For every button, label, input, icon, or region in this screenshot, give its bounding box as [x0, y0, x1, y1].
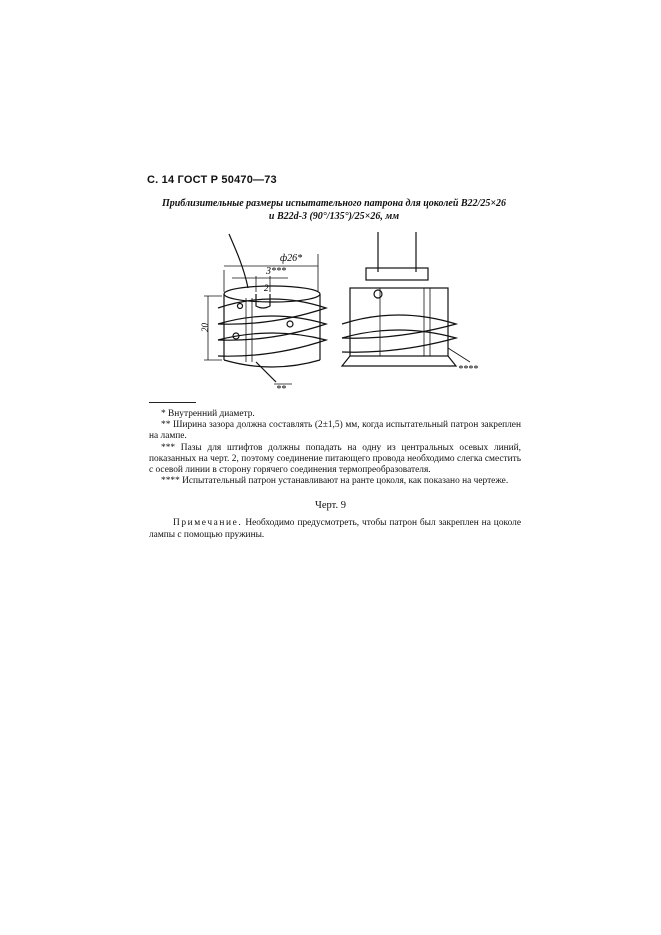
footnote-3: *** Пазы для штифтов должны попадать на одну из центральных осевых линий, показанных на черт. 2, поэтому соединение питающего провода необходимо слегка сместить с осевой линии в сторону горячего соединения термопреобразователя.: [149, 442, 521, 476]
footnote-rule: [149, 402, 196, 403]
figure-caption: [140, 197, 528, 223]
caption-line-1: Приблизительные размеры испытательного патрона для цоколей В22/25×26: [161, 198, 507, 209]
mark-base-label: ****: [458, 364, 478, 375]
note-text: Необходимо предусмотреть, чтобы патрон был закреплен на цоколе лампы с помощью пружины.: [149, 518, 521, 540]
footnote-2: ** Ширина зазора должна составлять (2±1,5) мм, когда испытательный патрон закреплен на лампе.: [149, 420, 521, 442]
footnote-1: * Внутренний диаметр.: [161, 409, 255, 419]
dim-gap-label: 2: [264, 283, 269, 293]
note-label: Примечание.: [173, 518, 243, 528]
holder-drawing-left: [196, 232, 331, 397]
footnote-4: **** Испытательный патрон устанавливают на ранте цоколя, как показано на чертеже.: [161, 476, 509, 487]
mark-gap-label: **: [276, 384, 286, 395]
holder-drawing-right: [336, 232, 496, 382]
dim-slot-label: 3***: [266, 266, 286, 277]
dim-diameter-label: ф26*: [280, 253, 303, 264]
note-block: [149, 518, 521, 541]
page-header: С. 14 ГОСТ Р 50470—73: [147, 174, 277, 186]
drawing-number: Черт. 9: [315, 500, 346, 511]
caption-line-2: и В22d-3 (90°/135°)/25×26, мм: [268, 211, 400, 222]
footnotes: [149, 409, 521, 487]
dim-height-label: 20: [200, 323, 210, 332]
